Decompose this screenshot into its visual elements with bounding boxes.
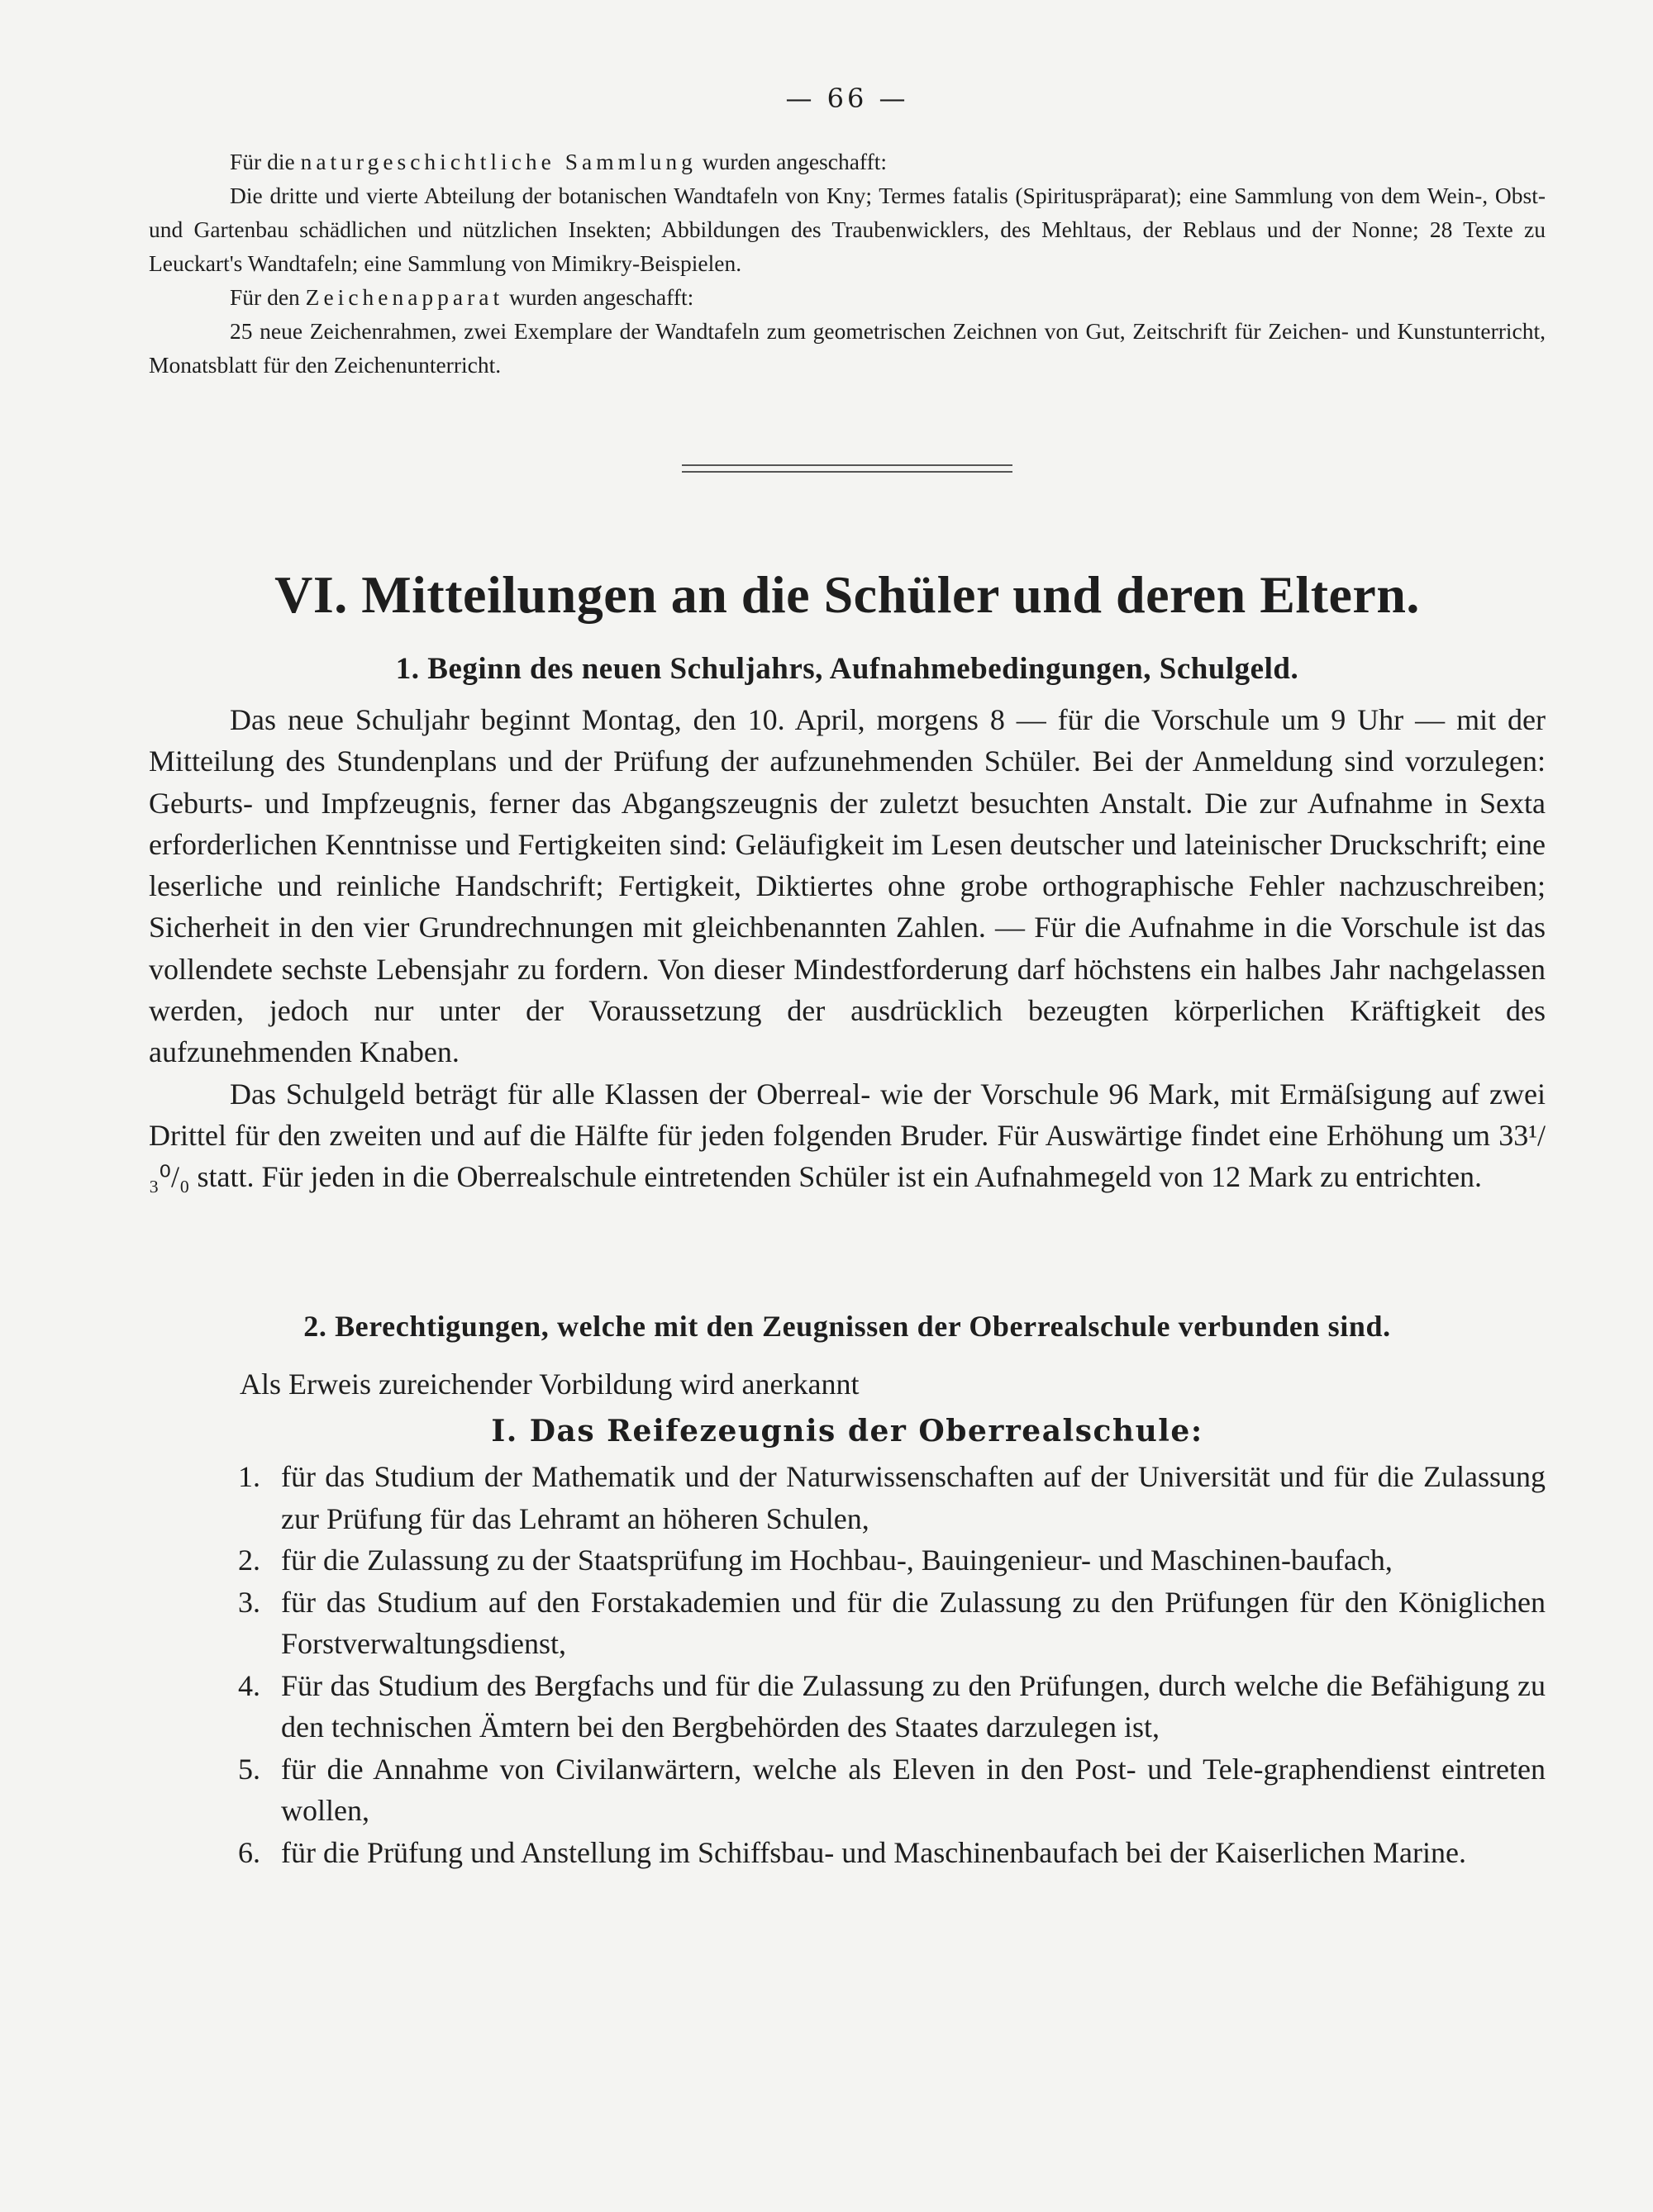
drawing-intro xyxy=(149,280,1546,314)
divider-rule xyxy=(682,471,1012,473)
intro-post: wurden angeschafft: xyxy=(509,284,694,310)
list-number: 3. xyxy=(238,1585,260,1619)
intro-pre: Für die xyxy=(230,149,295,174)
list-text: Für das Studium des Bergfachs und für die Zulassung zu den Prüfungen, durch welche die Befähigung zu den technischen Ämtern bei den Bergbehörden des Staates darzulegen ist, xyxy=(281,1668,1546,1743)
list-number: 1. xyxy=(238,1460,260,1493)
list-item xyxy=(149,1582,1546,1665)
list-text: für das Studium der Mathematik und der Naturwissenschaften auf der Universität und für die Zulassung zur Prüfung für das Lehramt an höheren Schulen, xyxy=(281,1460,1546,1535)
entitlements-list xyxy=(149,1456,1546,1873)
subsection-title-2: 2. Berechtigungen, welche mit den Zeugnissen der Oberrealschule verbunden sind. xyxy=(303,1310,1391,1343)
intro-post: wurden angeschafft: xyxy=(702,149,888,174)
list-item xyxy=(149,1456,1546,1539)
list-item xyxy=(149,1748,1546,1832)
admission-text xyxy=(149,699,1546,1198)
intro-pre: Für den xyxy=(230,284,300,310)
subsection-title-3: I. Das Reifezeugnis der Oberrealschule: xyxy=(491,1414,1203,1449)
section-title: VI. Mitteilungen an die Schüler und deren Eltern. xyxy=(274,565,1420,624)
acquisitions-block xyxy=(149,145,1546,382)
list-item xyxy=(149,1832,1546,1874)
list-text: für die Annahme von Civilanwärtern, welche als Eleven in den Post- und Tele-graphendienst eintreten wollen, xyxy=(281,1752,1546,1827)
list-text: für die Zulassung zu der Staatsprüfung im Hochbau-, Bauingenieur- und Maschinen-baufach, xyxy=(281,1544,1393,1577)
drawing-text: 25 neue Zeichenrahmen, zwei Exemplare der Wandtafeln zum geometrischen Zeichnen von Gut, Zeitschrift für Zeichen- und Kunstunterricht, Monatsblatt für den Zeichenunterricht. xyxy=(149,318,1546,378)
list-text: für das Studium auf den Forstakademien und für die Zulassung zu den Prüfungen für den Königlichen Forstverwaltungsdienst, xyxy=(281,1585,1546,1660)
intro-spaced: naturgeschichtliche Sammlung xyxy=(300,149,697,174)
list-item xyxy=(149,1539,1546,1582)
natural-history-text: Die dritte und vierte Abteilung der botanischen Wandtafeln von Kny; Termes fatalis (Spirituspräparat); eine Sammlung von dem Wein-, Obst- und Gartenbau schädlichen und nützlichen Insekten; Abbildungen des Traubenwicklers, des Mehltaus, der Reblaus und der Nonne; 28 Texte zu Leuckart's Wandtafeln; eine Sammlung von Mimikry-Beispielen. xyxy=(149,183,1546,276)
paragraph-admission: Das neue Schuljahr beginnt Montag, den 10. April, morgens 8 — für die Vorschule um 9 Uhr — mit der Mitteilung des Stundenplans und der Prüfung der aufzunehmenden Schüler. Bei der Anmeldung sind vorzulegen: Geburts- und Impfzeugnis, ferner das Abgangszeugnis der zuletzt besuchten Anstalt. Die zur Aufnahme in Sexta erforderlichen Kenntnisse und Fertigkeiten sind: Geläufigkeit im Lesen deutscher und lateinischer Druckschrift; eine leserliche und reinliche Handschrift; Fertigkeit, Diktiertes ohne grobe orthographische Fehler nachzuschreiben; Sicherheit in den vier Grundrechnungen mit gleichbenannten Zahlen. — Für die Aufnahme in die Vorschule ist das vollendete sechste Lebensjahr zu fordern. Von dieser Mindestforderung darf höchstens ein halbes Jahr nachgelassen werden, jedoch nur unter der Voraussetzung der ausdrücklich bezeugten körperlichen Kräftigkeit des aufzunehmenden Knaben. xyxy=(149,703,1546,1069)
entitlements-intro: Als Erweis zureichender Vorbildung wird anerkannt xyxy=(240,1368,860,1401)
list-text: für die Prüfung und Anstellung im Schiffsbau- und Maschinenbaufach bei der Kaiserlichen Marine. xyxy=(281,1835,1466,1869)
divider-rule xyxy=(682,464,1012,466)
intro-spaced: Zeichenapparat xyxy=(305,284,504,310)
natural-history-intro xyxy=(149,145,1546,178)
list-number: 5. xyxy=(238,1752,260,1786)
subsection-title-1: 1. Beginn des neuen Schuljahrs, Aufnahmebedingungen, Schulgeld. xyxy=(395,652,1299,686)
page-number: — 66 — xyxy=(785,83,909,114)
list-number: 6. xyxy=(238,1835,260,1869)
list-number: 2. xyxy=(238,1544,260,1577)
list-item xyxy=(149,1665,1546,1748)
document-page xyxy=(149,0,1546,2212)
list-number: 4. xyxy=(238,1668,260,1702)
paragraph-school-fee: Das Schulgeld beträgt für alle Klassen der Oberreal- wie der Vorschule 96 Mark, mit Ermäſsigung auf zwei Drittel für den zweiten und auf die Hälfte für jeden folgenden Bruder. Für Auswärtige findet eine Erhöhung um 33¹/₃⁰/₀ statt. Für jeden in die Oberrealschule eintretenden Schüler ist ein Aufnahmegeld von 12 Mark zu entrichten. xyxy=(149,1077,1546,1194)
